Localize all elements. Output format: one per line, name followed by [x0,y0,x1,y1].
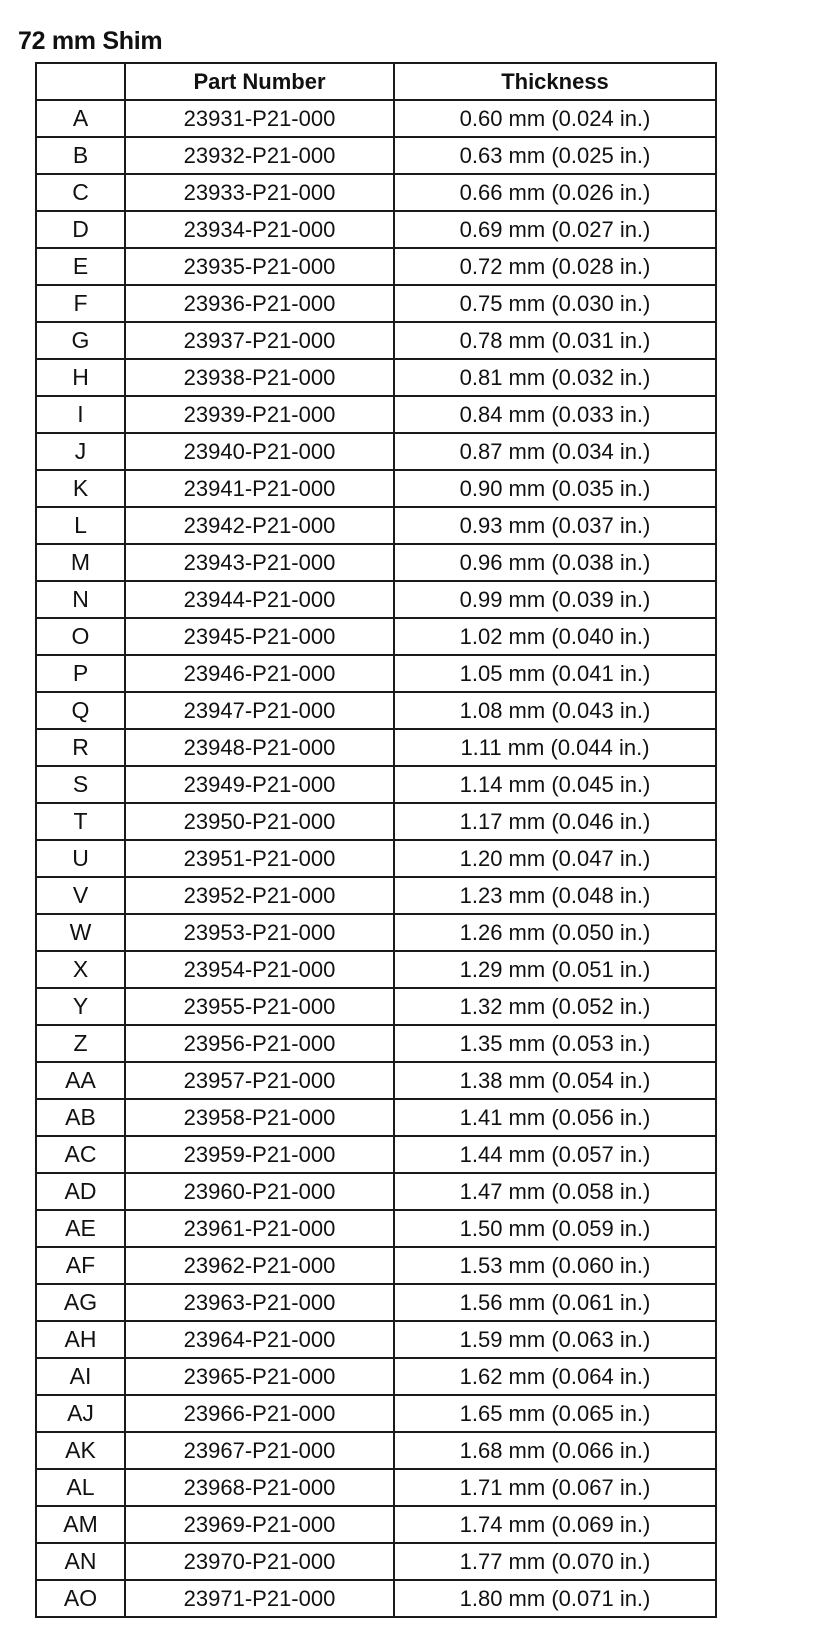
thickness-cell: 1.20 mm (0.047 in.) [394,840,716,877]
thickness-cell: 0.60 mm (0.024 in.) [394,100,716,137]
thickness-cell: 1.68 mm (0.066 in.) [394,1432,716,1469]
shim-letter-cell: F [36,285,125,322]
table-row [36,1136,716,1173]
table-row [36,1062,716,1099]
thickness-cell: 0.75 mm (0.030 in.) [394,285,716,322]
part-number-cell: 23954-P21-000 [125,951,394,988]
table-row [36,211,716,248]
thickness-cell: 1.05 mm (0.041 in.) [394,655,716,692]
thickness-cell: 0.90 mm (0.035 in.) [394,470,716,507]
thickness-cell: 0.87 mm (0.034 in.) [394,433,716,470]
table-row [36,803,716,840]
thickness-cell: 1.14 mm (0.045 in.) [394,766,716,803]
shim-letter-cell: AL [36,1469,125,1506]
thickness-cell: 1.11 mm (0.044 in.) [394,729,716,766]
shim-letter-cell: H [36,359,125,396]
table-row [36,1358,716,1395]
thickness-cell: 1.32 mm (0.052 in.) [394,988,716,1025]
table-row [36,1321,716,1358]
thickness-cell: 0.99 mm (0.039 in.) [394,581,716,618]
shim-table [35,62,717,1618]
part-number-cell: 23937-P21-000 [125,322,394,359]
table-row [36,507,716,544]
thickness-cell: 1.74 mm (0.069 in.) [394,1506,716,1543]
table-row [36,988,716,1025]
thickness-cell: 0.69 mm (0.027 in.) [394,211,716,248]
thickness-cell: 1.29 mm (0.051 in.) [394,951,716,988]
thickness-cell: 1.65 mm (0.065 in.) [394,1395,716,1432]
part-number-cell: 23933-P21-000 [125,174,394,211]
part-number-cell: 23946-P21-000 [125,655,394,692]
table-row [36,618,716,655]
thickness-cell: 1.08 mm (0.043 in.) [394,692,716,729]
shim-letter-cell: S [36,766,125,803]
table-row [36,433,716,470]
table-body [36,100,716,1617]
thickness-cell: 1.77 mm (0.070 in.) [394,1543,716,1580]
table-row [36,729,716,766]
table-row [36,100,716,137]
table-row [36,840,716,877]
shim-letter-cell: AN [36,1543,125,1580]
thickness-cell: 0.84 mm (0.033 in.) [394,396,716,433]
shim-letter-cell: M [36,544,125,581]
shim-letter-cell: AB [36,1099,125,1136]
shim-letter-cell: V [36,877,125,914]
shim-letter-cell: A [36,100,125,137]
shim-letter-cell: D [36,211,125,248]
shim-letter-cell: E [36,248,125,285]
thickness-cell: 0.63 mm (0.025 in.) [394,137,716,174]
part-number-cell: 23942-P21-000 [125,507,394,544]
shim-letter-cell: AC [36,1136,125,1173]
table-row [36,655,716,692]
shim-letter-cell: AM [36,1506,125,1543]
part-number-cell: 23961-P21-000 [125,1210,394,1247]
thickness-cell: 1.44 mm (0.057 in.) [394,1136,716,1173]
part-number-cell: 23943-P21-000 [125,544,394,581]
shim-letter-cell: Q [36,692,125,729]
shim-letter-cell: Y [36,988,125,1025]
part-number-cell: 23960-P21-000 [125,1173,394,1210]
shim-letter-cell: AK [36,1432,125,1469]
part-number-cell: 23953-P21-000 [125,914,394,951]
table-row [36,766,716,803]
table-row [36,137,716,174]
part-number-cell: 23967-P21-000 [125,1432,394,1469]
shim-letter-cell: AG [36,1284,125,1321]
table-row [36,1173,716,1210]
shim-letter-cell: O [36,618,125,655]
part-number-cell: 23965-P21-000 [125,1358,394,1395]
header-thickness: Thickness [394,63,716,100]
shim-letter-cell: J [36,433,125,470]
shim-letter-cell: AJ [36,1395,125,1432]
table-row [36,1099,716,1136]
shim-letter-cell: AD [36,1173,125,1210]
table-row [36,914,716,951]
part-number-cell: 23932-P21-000 [125,137,394,174]
table-row [36,1432,716,1469]
table-row [36,322,716,359]
part-number-cell: 23964-P21-000 [125,1321,394,1358]
part-number-cell: 23940-P21-000 [125,433,394,470]
thickness-cell: 1.59 mm (0.063 in.) [394,1321,716,1358]
thickness-cell: 1.80 mm (0.071 in.) [394,1580,716,1617]
part-number-cell: 23971-P21-000 [125,1580,394,1617]
shim-letter-cell: C [36,174,125,211]
shim-letter-cell: T [36,803,125,840]
part-number-cell: 23966-P21-000 [125,1395,394,1432]
part-number-cell: 23931-P21-000 [125,100,394,137]
shim-letter-cell: P [36,655,125,692]
part-number-cell: 23958-P21-000 [125,1099,394,1136]
part-number-cell: 23936-P21-000 [125,285,394,322]
header-letter [36,63,125,100]
thickness-cell: 1.41 mm (0.056 in.) [394,1099,716,1136]
table-header [36,63,716,100]
part-number-cell: 23939-P21-000 [125,396,394,433]
table-row [36,1284,716,1321]
table-row [36,1580,716,1617]
part-number-cell: 23959-P21-000 [125,1136,394,1173]
part-number-cell: 23944-P21-000 [125,581,394,618]
table-row [36,285,716,322]
shim-letter-cell: G [36,322,125,359]
table-row [36,1210,716,1247]
table-row [36,1469,716,1506]
table-row [36,581,716,618]
thickness-cell: 1.71 mm (0.067 in.) [394,1469,716,1506]
part-number-cell: 23968-P21-000 [125,1469,394,1506]
shim-letter-cell: AF [36,1247,125,1284]
thickness-cell: 0.66 mm (0.026 in.) [394,174,716,211]
shim-letter-cell: X [36,951,125,988]
shim-letter-cell: AI [36,1358,125,1395]
shim-letter-cell: I [36,396,125,433]
table-row [36,396,716,433]
thickness-cell: 0.96 mm (0.038 in.) [394,544,716,581]
thickness-cell: 1.02 mm (0.040 in.) [394,618,716,655]
shim-letter-cell: K [36,470,125,507]
part-number-cell: 23970-P21-000 [125,1543,394,1580]
table-row [36,877,716,914]
part-number-cell: 23957-P21-000 [125,1062,394,1099]
shim-letter-cell: N [36,581,125,618]
part-number-cell: 23955-P21-000 [125,988,394,1025]
shim-letter-cell: R [36,729,125,766]
table-row [36,470,716,507]
thickness-cell: 0.93 mm (0.037 in.) [394,507,716,544]
shim-letter-cell: B [36,137,125,174]
shim-letter-cell: W [36,914,125,951]
shim-letter-cell: AA [36,1062,125,1099]
thickness-cell: 1.26 mm (0.050 in.) [394,914,716,951]
thickness-cell: 0.78 mm (0.031 in.) [394,322,716,359]
thickness-cell: 1.38 mm (0.054 in.) [394,1062,716,1099]
thickness-cell: 1.35 mm (0.053 in.) [394,1025,716,1062]
shim-letter-cell: U [36,840,125,877]
table-row [36,1543,716,1580]
table-row [36,1025,716,1062]
part-number-cell: 23952-P21-000 [125,877,394,914]
shim-letter-cell: Z [36,1025,125,1062]
part-number-cell: 23951-P21-000 [125,840,394,877]
table-row [36,951,716,988]
table-row [36,248,716,285]
part-number-cell: 23969-P21-000 [125,1506,394,1543]
table-row [36,1395,716,1432]
thickness-cell: 1.56 mm (0.061 in.) [394,1284,716,1321]
table-row [36,1247,716,1284]
part-number-cell: 23948-P21-000 [125,729,394,766]
part-number-cell: 23963-P21-000 [125,1284,394,1321]
header-part-number: Part Number [125,63,394,100]
part-number-cell: 23941-P21-000 [125,470,394,507]
thickness-cell: 1.50 mm (0.059 in.) [394,1210,716,1247]
table-row [36,544,716,581]
thickness-cell: 1.23 mm (0.048 in.) [394,877,716,914]
table-row [36,174,716,211]
part-number-cell: 23949-P21-000 [125,766,394,803]
part-number-cell: 23956-P21-000 [125,1025,394,1062]
part-number-cell: 23945-P21-000 [125,618,394,655]
thickness-cell: 0.72 mm (0.028 in.) [394,248,716,285]
table-row [36,692,716,729]
part-number-cell: 23950-P21-000 [125,803,394,840]
part-number-cell: 23938-P21-000 [125,359,394,396]
page-title: 72 mm Shim [18,27,163,55]
shim-letter-cell: AO [36,1580,125,1617]
shim-letter-cell: L [36,507,125,544]
part-number-cell: 23947-P21-000 [125,692,394,729]
thickness-cell: 0.81 mm (0.032 in.) [394,359,716,396]
thickness-cell: 1.17 mm (0.046 in.) [394,803,716,840]
table-row [36,1506,716,1543]
part-number-cell: 23935-P21-000 [125,248,394,285]
thickness-cell: 1.53 mm (0.060 in.) [394,1247,716,1284]
thickness-cell: 1.62 mm (0.064 in.) [394,1358,716,1395]
shim-letter-cell: AE [36,1210,125,1247]
thickness-cell: 1.47 mm (0.058 in.) [394,1173,716,1210]
part-number-cell: 23962-P21-000 [125,1247,394,1284]
header-row [36,63,716,100]
table-row [36,359,716,396]
shim-letter-cell: AH [36,1321,125,1358]
part-number-cell: 23934-P21-000 [125,211,394,248]
